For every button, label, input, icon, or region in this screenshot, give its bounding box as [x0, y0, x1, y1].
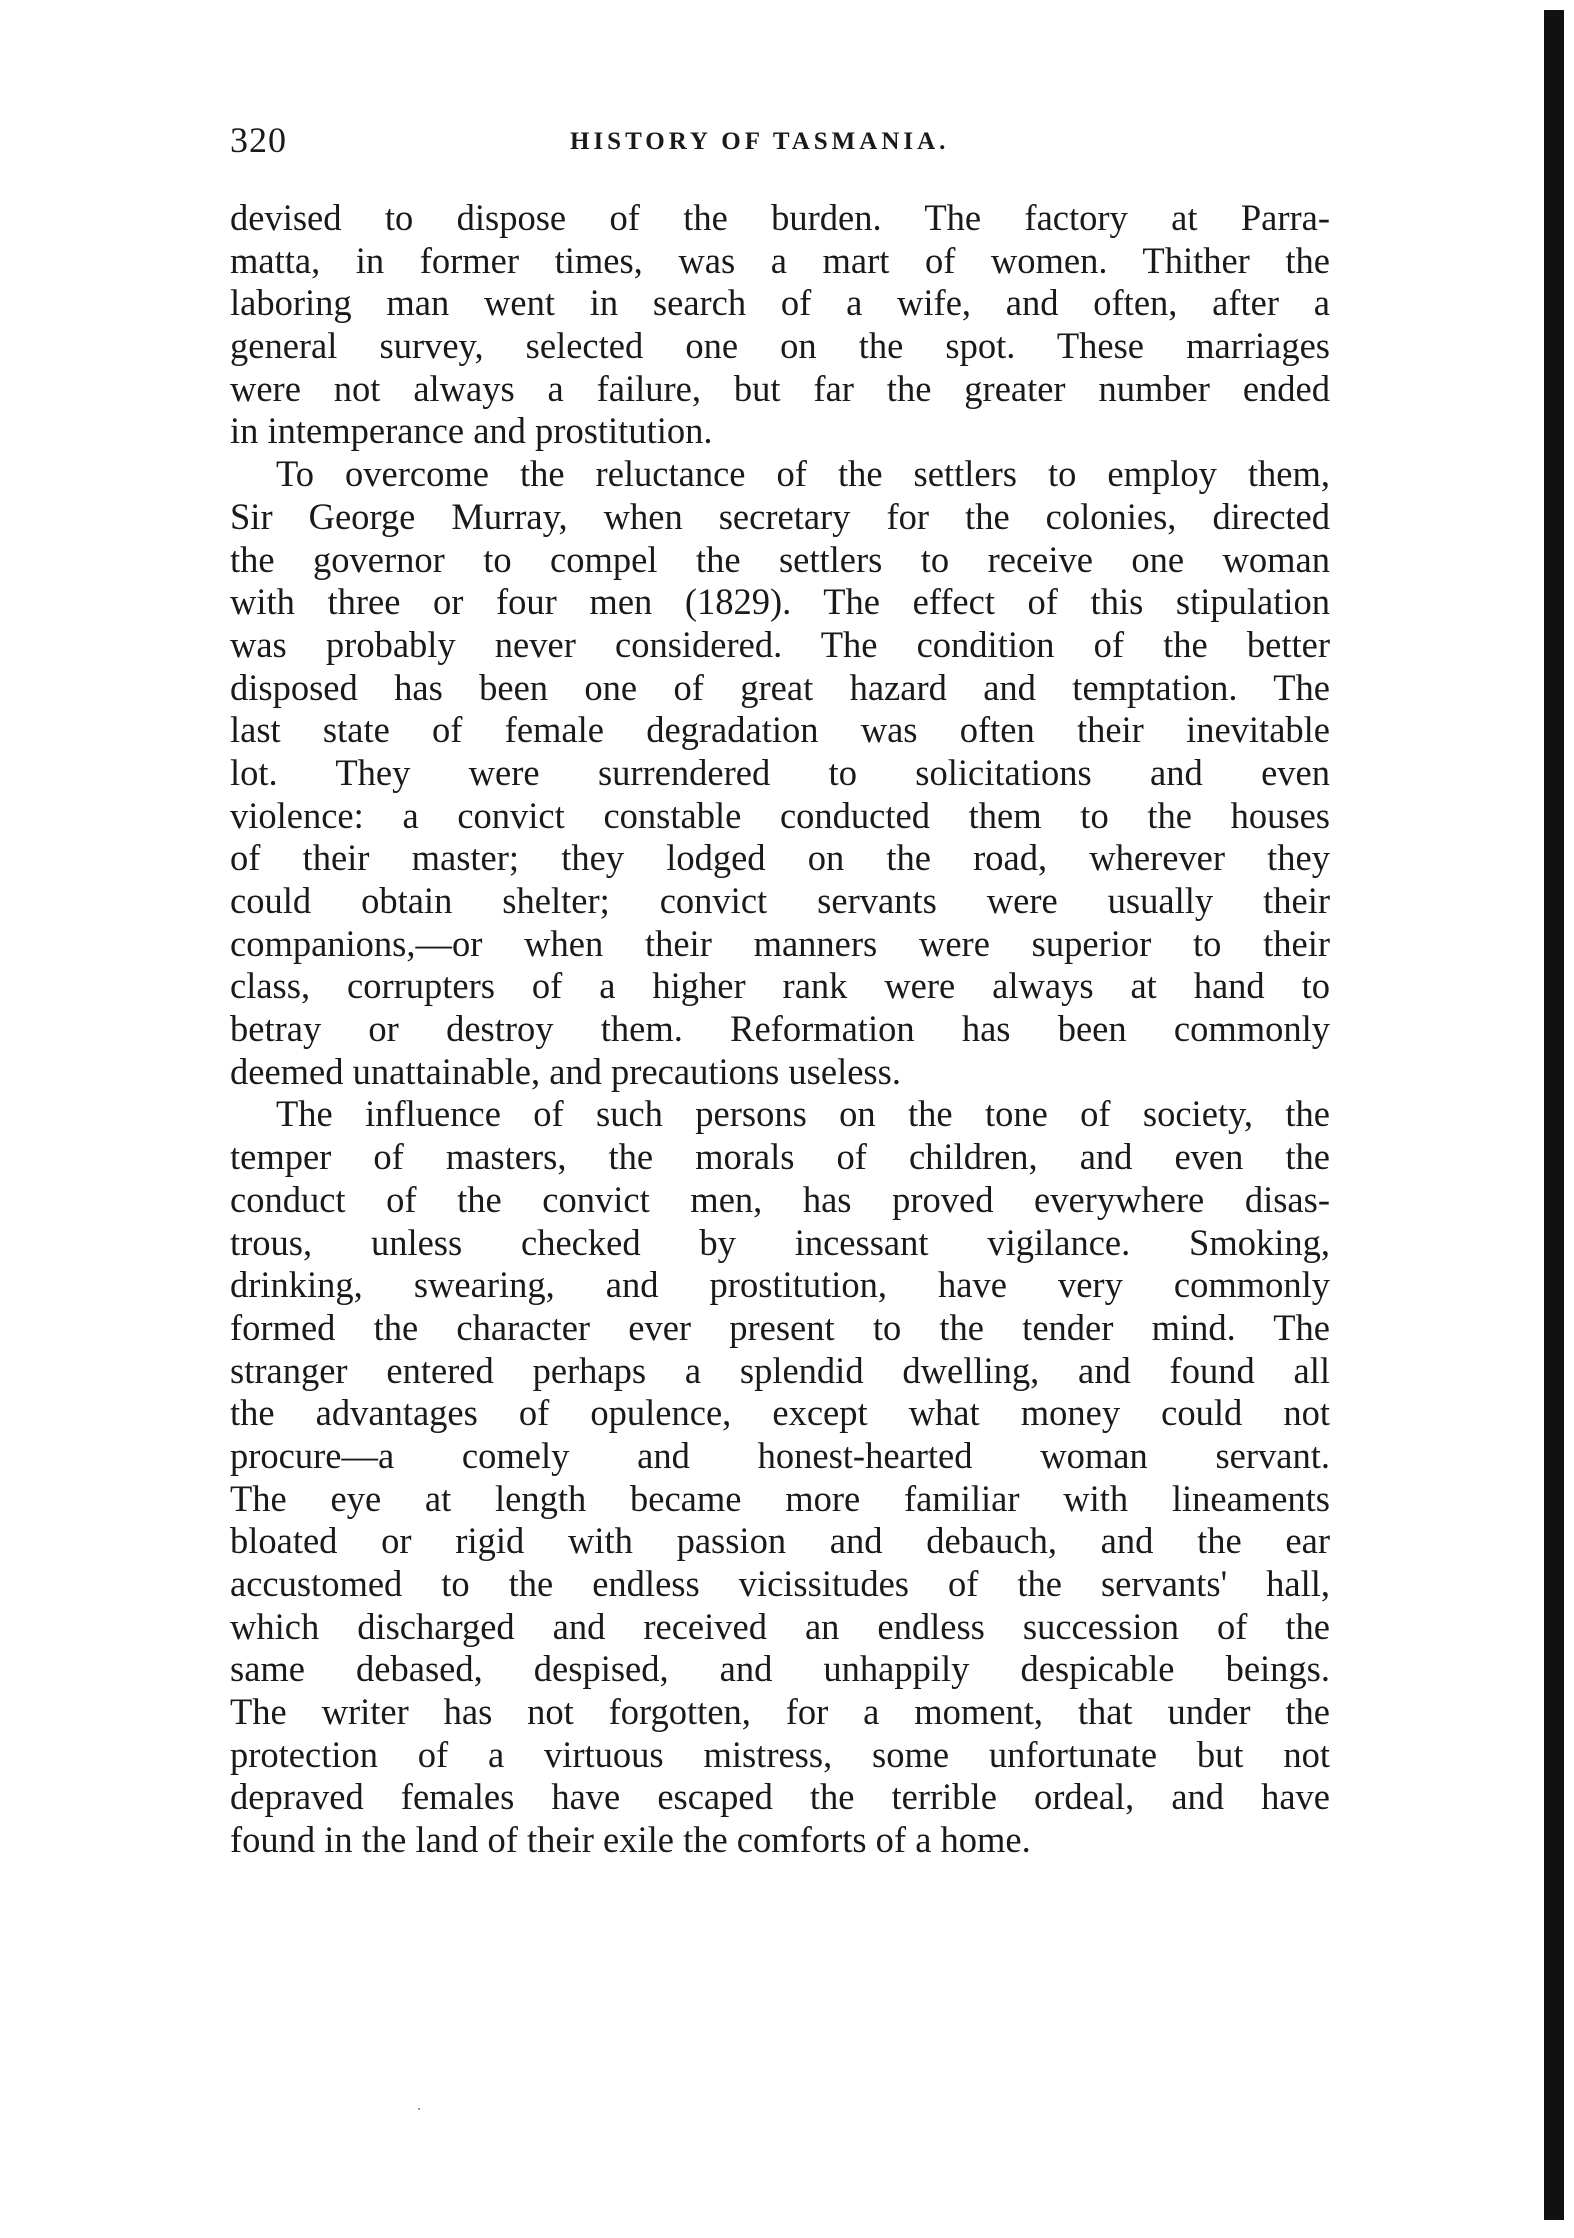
- text-line: violence: a convict constable conducted them to the houses: [230, 794, 1330, 836]
- text-line: trous, unless checked by incessant vigilance. Smoking,: [230, 1221, 1330, 1263]
- text-line: were not always a failure, but far the greater number ended: [230, 367, 1330, 409]
- text-line: depraved females have escaped the terrible ordeal, and have: [230, 1776, 1330, 1818]
- text-line: temper of masters, the morals of children, and even the: [230, 1136, 1330, 1178]
- text-line: general survey, selected one on the spot. These marriages: [230, 325, 1330, 367]
- page-number: 320: [230, 120, 287, 160]
- text-line: Sir George Murray, when secretary for the colonies, directed: [230, 495, 1330, 537]
- text-line: disposed has been one of great hazard and temptation. The: [230, 666, 1330, 708]
- text-line: could obtain shelter; convict servants were usually their: [230, 880, 1330, 921]
- paper-speck: [418, 2108, 420, 2110]
- text-line: The writer has not forgotten, for a moment, that under the: [230, 1691, 1330, 1733]
- text-line: bloated or rigid with passion and debauch, and the ear: [230, 1520, 1330, 1562]
- text-line: accustomed to the endless vicissitudes of the servants' hall,: [230, 1563, 1330, 1604]
- paragraph-3: [230, 1093, 1330, 1861]
- text-line: with three or four men (1829). The effect of this stipulation: [230, 581, 1330, 623]
- text-line: conduct of the convict men, has proved everywhere disas-: [230, 1178, 1330, 1220]
- text-line: matta, in former times, was a mart of women. Thither the: [230, 239, 1330, 281]
- body-text: [230, 197, 1330, 1862]
- paragraph-2: [230, 453, 1330, 1093]
- text-line: The influence of such persons on the tone of society, the: [276, 1093, 1330, 1135]
- text-line: The eye at length became more familiar with lineaments: [230, 1477, 1330, 1519]
- text-line: formed the character ever present to the tender mind. The: [230, 1306, 1330, 1348]
- running-title: HISTORY OF TASMANIA.: [570, 128, 950, 155]
- text-line: class, corrupters of a higher rank were always at hand to: [230, 965, 1330, 1007]
- text-line: companions,—or when their manners were superior to their: [230, 922, 1330, 964]
- text-line: protection of a virtuous mistress, some unfortunate but not: [230, 1733, 1330, 1775]
- text-line: in intemperance and prostitution.: [230, 410, 713, 452]
- paragraph-1: [230, 197, 1330, 453]
- text-line: devised to dispose of the burden. The factory at Parra-: [230, 197, 1330, 238]
- text-line: To overcome the reluctance of the settlers to employ them,: [276, 453, 1330, 495]
- text-line: of their master; they lodged on the road, wherever they: [230, 837, 1330, 879]
- text-line: stranger entered perhaps a splendid dwelling, and found all: [230, 1349, 1330, 1391]
- text-line: same debased, despised, and unhappily despicable beings.: [230, 1648, 1330, 1690]
- scan-edge-bar: [1544, 10, 1564, 2220]
- running-head: [230, 110, 1330, 170]
- text-line: betray or destroy them. Reformation has been commonly: [230, 1008, 1330, 1050]
- text-line: the governor to compel the settlers to receive one woman: [230, 538, 1330, 580]
- text-line: deemed unattainable, and precautions useless.: [230, 1050, 901, 1092]
- text-line: was probably never considered. The condition of the better: [230, 623, 1330, 665]
- text-line: laboring man went in search of a wife, and often, after a: [230, 282, 1330, 324]
- text-line: the advantages of opulence, except what money could not: [230, 1392, 1330, 1434]
- text-line: last state of female degradation was often their inevitable: [230, 709, 1330, 751]
- text-line: procure—a comely and honest-hearted woman servant.: [230, 1434, 1330, 1476]
- text-line: drinking, swearing, and prostitution, have very commonly: [230, 1264, 1330, 1306]
- text-line: which discharged and received an endless succession of the: [230, 1605, 1330, 1647]
- text-line: lot. They were surrendered to solicitations and even: [230, 751, 1330, 793]
- text-line: found in the land of their exile the comforts of a home.: [230, 1819, 1031, 1861]
